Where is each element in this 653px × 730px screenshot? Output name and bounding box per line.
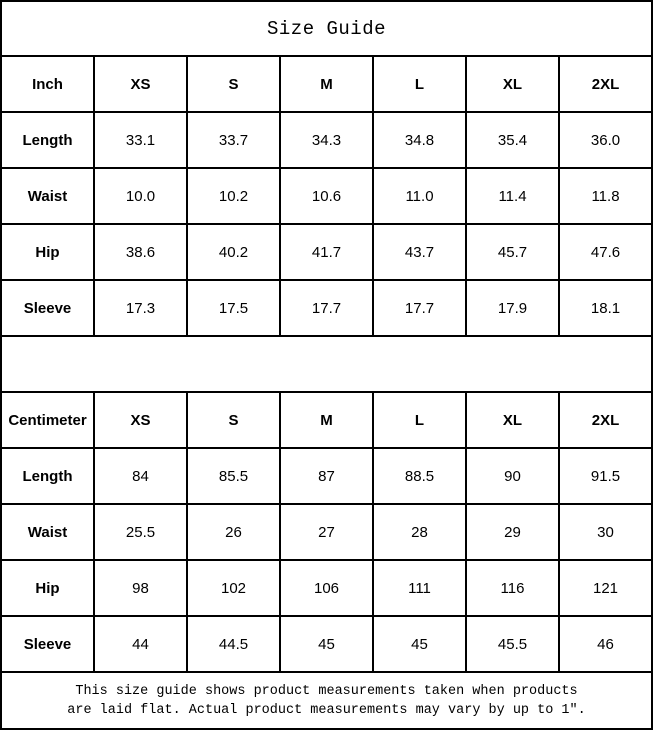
size-header-xl: XL (466, 392, 559, 448)
measurement-value: 43.7 (373, 224, 466, 280)
measurement-value: 44 (94, 616, 187, 672)
row-label: Length (1, 448, 94, 504)
measurement-value: 27 (280, 504, 373, 560)
page-title: Size Guide (1, 1, 652, 56)
table-row-cm-hip (1, 560, 652, 616)
size-header-xl: XL (466, 56, 559, 112)
measurement-value: 40.2 (187, 224, 280, 280)
size-header-2xl: 2XL (559, 392, 652, 448)
measurement-value: 36.0 (559, 112, 652, 168)
measurement-value: 46 (559, 616, 652, 672)
inch-header-row (1, 56, 652, 112)
table-row-inch-hip (1, 224, 652, 280)
size-header-xs: XS (94, 56, 187, 112)
measurement-value: 30 (559, 504, 652, 560)
measurement-value: 10.0 (94, 168, 187, 224)
measurement-value: 38.6 (94, 224, 187, 280)
measurement-value: 44.5 (187, 616, 280, 672)
measurement-value: 17.9 (466, 280, 559, 336)
title-row (1, 1, 652, 56)
measurement-value: 25.5 (94, 504, 187, 560)
measurement-value: 28 (373, 504, 466, 560)
inch-unit-header: Inch (1, 56, 94, 112)
size-header-xs: XS (94, 392, 187, 448)
footer-note-line1: This size guide shows product measurements taken when products (75, 683, 578, 699)
measurement-value: 90 (466, 448, 559, 504)
measurement-value: 116 (466, 560, 559, 616)
row-label: Sleeve (1, 280, 94, 336)
size-header-2xl: 2XL (559, 56, 652, 112)
size-header-l: L (373, 392, 466, 448)
measurement-value: 33.7 (187, 112, 280, 168)
row-label: Length (1, 112, 94, 168)
measurement-value: 18.1 (559, 280, 652, 336)
measurement-value: 10.2 (187, 168, 280, 224)
row-label: Waist (1, 168, 94, 224)
measurement-value: 45 (373, 616, 466, 672)
footer-note (1, 672, 652, 729)
measurement-value: 85.5 (187, 448, 280, 504)
table-row-cm-length (1, 448, 652, 504)
measurement-value: 87 (280, 448, 373, 504)
table-row-cm-sleeve (1, 616, 652, 672)
measurement-value: 10.6 (280, 168, 373, 224)
measurement-value: 91.5 (559, 448, 652, 504)
measurement-value: 45.7 (466, 224, 559, 280)
measurement-value: 47.6 (559, 224, 652, 280)
measurement-value: 11.0 (373, 168, 466, 224)
measurement-value: 17.3 (94, 280, 187, 336)
measurement-value: 102 (187, 560, 280, 616)
table-row-inch-waist (1, 168, 652, 224)
measurement-value: 11.8 (559, 168, 652, 224)
table-row-inch-length (1, 112, 652, 168)
table-row-cm-waist (1, 504, 652, 560)
measurement-value: 35.4 (466, 112, 559, 168)
measurement-value: 121 (559, 560, 652, 616)
measurement-value: 33.1 (94, 112, 187, 168)
spacer-row (1, 336, 652, 392)
measurement-value: 34.8 (373, 112, 466, 168)
measurement-value: 111 (373, 560, 466, 616)
measurement-value: 17.7 (373, 280, 466, 336)
measurement-value: 106 (280, 560, 373, 616)
measurement-value: 17.5 (187, 280, 280, 336)
measurement-value: 29 (466, 504, 559, 560)
size-header-s: S (187, 56, 280, 112)
measurement-value: 98 (94, 560, 187, 616)
row-label: Hip (1, 224, 94, 280)
footer-row (1, 672, 652, 729)
measurement-value: 17.7 (280, 280, 373, 336)
size-header-m: M (280, 56, 373, 112)
measurement-value: 45 (280, 616, 373, 672)
cm-unit-header: Centimeter (1, 392, 94, 448)
measurement-value: 88.5 (373, 448, 466, 504)
size-header-m: M (280, 392, 373, 448)
table-row-inch-sleeve (1, 280, 652, 336)
cm-header-row (1, 392, 652, 448)
size-header-s: S (187, 392, 280, 448)
measurement-value: 41.7 (280, 224, 373, 280)
measurement-value: 84 (94, 448, 187, 504)
measurement-value: 11.4 (466, 168, 559, 224)
measurement-value: 26 (187, 504, 280, 560)
footer-note-line2: are laid flat. Actual product measurements may vary by up to 1″. (67, 702, 586, 718)
row-label: Waist (1, 504, 94, 560)
row-label: Hip (1, 560, 94, 616)
measurement-value: 45.5 (466, 616, 559, 672)
row-label: Sleeve (1, 616, 94, 672)
size-header-l: L (373, 56, 466, 112)
spacer-cell (1, 336, 652, 392)
measurement-value: 34.3 (280, 112, 373, 168)
